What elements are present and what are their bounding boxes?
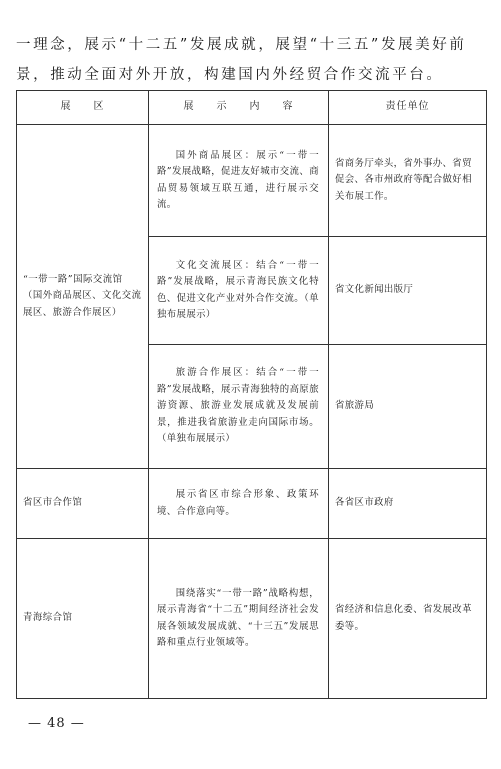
responsible-cell <box>329 125 487 237</box>
responsible-text: 各省区市政府 <box>335 497 394 509</box>
header-responsible: 责任单位 <box>329 91 487 125</box>
table-row <box>17 539 487 699</box>
table-row <box>17 125 487 237</box>
responsible-text: 省文化新闻出版厅 <box>335 284 414 296</box>
hall-cell <box>17 469 149 539</box>
content-cell <box>149 125 329 237</box>
responsible-cell <box>329 539 487 699</box>
content-text: 国外商品展区：展示“一带一路”发展战略，促进友好城市交流、商品贸易领域互联互通，进行展示交流。 <box>157 149 319 210</box>
responsible-text: 省经济和信息化委、省发展改革委等。 <box>335 604 472 632</box>
hall-name: 青海综合馆 <box>23 612 73 624</box>
responsible-cell <box>329 237 487 345</box>
responsible-text: 省商务厅牵头，省外事办、省贸促会、各市州政府等配合做好相关布展工作。 <box>335 157 472 202</box>
hall-name: “一带一路”国际交流馆（国外商品展区、文化交流展区、旅游合作展区） <box>23 273 142 318</box>
responsible-cell <box>329 345 487 469</box>
content-text: 文化交流展区：结合“一带一路”发展战略，展示青海民族文化特色、促进文化产业对外合作交流。（单独布展展示） <box>157 259 319 320</box>
intro-paragraph <box>16 30 486 90</box>
responsible-cell <box>329 469 487 539</box>
content-cell <box>149 345 329 469</box>
exhibition-table <box>16 90 487 699</box>
header-content: 展 示 内 容 <box>149 91 329 125</box>
hall-cell <box>17 125 149 469</box>
intro-line-2: 景，推动全面对外开放，构建国内外经贸合作交流平台。 <box>16 67 444 83</box>
table-row <box>17 469 487 539</box>
content-cell <box>149 237 329 345</box>
header-hall: 展 区 <box>17 91 149 125</box>
responsible-text: 省旅游局 <box>335 400 375 412</box>
intro-line-1: 一理念，展示“十二五”发展成就，展望“十三五”发展美好前 <box>16 37 467 53</box>
table-header-row <box>17 91 487 125</box>
hall-cell <box>17 539 149 699</box>
content-text: 展示省区市综合形象、政策环境、合作意向等。 <box>157 489 319 517</box>
content-cell <box>149 539 329 699</box>
content-cell <box>149 469 329 539</box>
page-number: — 48 — <box>28 716 85 731</box>
content-text: 围绕落实“一带一路”战略构想，展示青海省“十二五”期间经济社会发展各领域发展成就、“十三五”发展思路和重点行业领域等。 <box>157 587 319 648</box>
hall-name: 省区市合作馆 <box>23 497 83 509</box>
content-text: 旅游合作展区：结合“一带一路”发展战略，展示青海独特的高原旅游资源、旅游业发展成就及发展前景，推进我省旅游业走向国际市场。（单独布展展示） <box>157 367 319 445</box>
